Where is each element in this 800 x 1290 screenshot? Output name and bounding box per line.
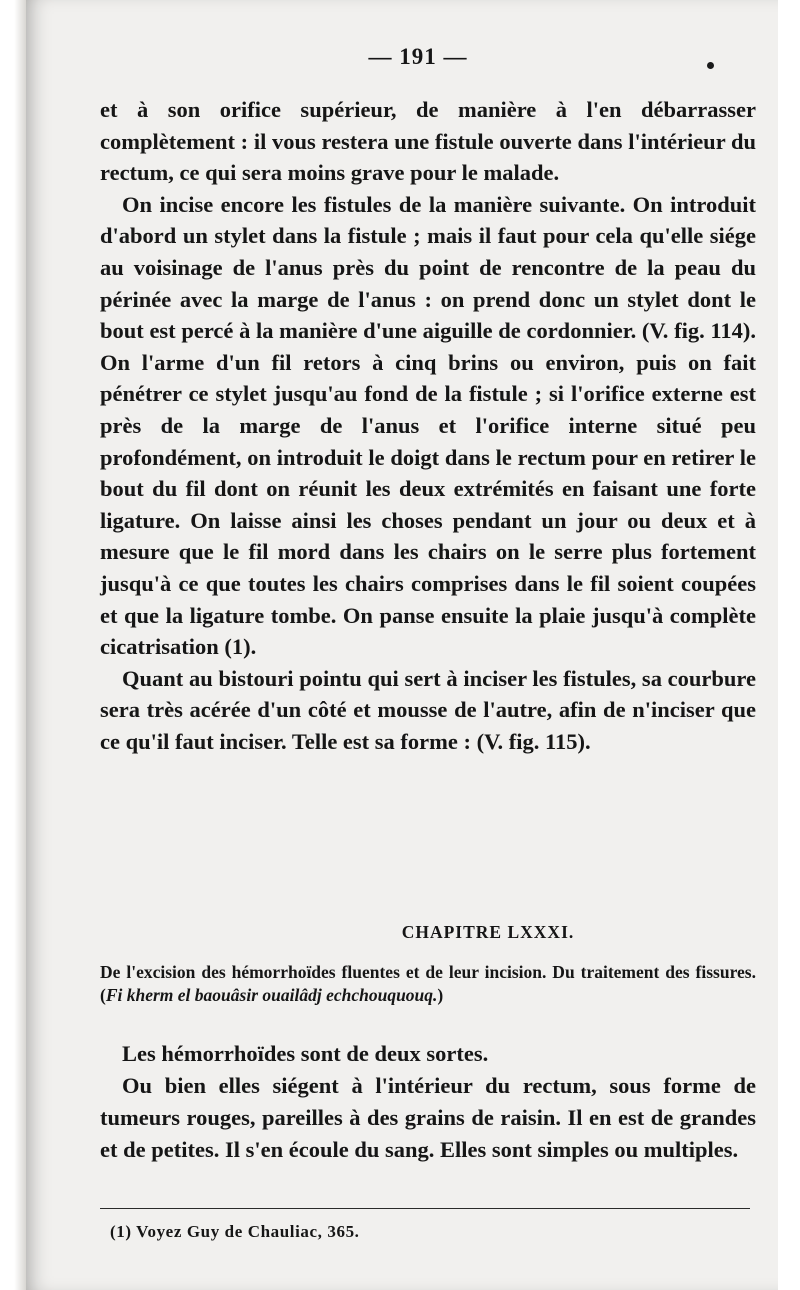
chapter-subtitle-text: De l'excision des hémorrhoïdes fluentes et de leur incision. Du traitement des fissures. ( [100, 962, 756, 1005]
main-text [100, 94, 756, 757]
chapter-subtitle [100, 961, 756, 1007]
chapter-subtitle-close: ) [437, 985, 444, 1005]
paragraph-bistouri: Quant au bistouri pointu qui sert à inciser les fistules, sa courbure sera très acérée d'un côté et mousse de l'autre, afin de n'inciser que ce qu'il faut inciser. Telle est sa forme : (V. fig. 115). [100, 665, 756, 754]
chapter-text [100, 1038, 756, 1166]
paragraph-continuation: et à son orifice supérieur, de manière à l'en débarrasser complètement : il vous restera une fistule ouverte dans l'intérieur du rectum, ce qui sera moins grave pour le malade. [100, 97, 756, 186]
chapter-subtitle-arabic: Fi kherm el baouâsir ouailâdj echchouquouq. [105, 985, 438, 1005]
footnote-divider [100, 1208, 750, 1209]
scan-left-margin [0, 0, 26, 1290]
paragraph-fistula-incision: On incise encore les fistules de la manière suivante. On introduit d'abord un stylet dans la fistule ; mais il faut pour cela qu'elle siége au voisinage de l'anus près du point de rencontre de la peau du périnée avec la marge de l'anus : on prend donc un stylet dont le bout est percé à la manière d'une aiguille de cordonnier. (V. fig. 114). On l'arme d'un fil retors à cinq brins ou environ, puis on fait pénétrer ce stylet jusqu'au fond de la fistule ; si l'orifice externe est près de la marge de l'anus et l'orifice interne situé peu profondément, on introduit le doigt dans le rectum pour en retirer le bout du fil dont on réunit les deux extrémités en faisant une forte ligature. On laisse ainsi les choses pendant un jour ou deux et à mesure que le fil mord dans les chairs on le serre plus fortement jusqu'à ce que toutes les chairs comprises dans le fil soient coupées et que la ligature tombe. On panse ensuite la plaie jusqu'à complète cicatrisation (1). [100, 191, 756, 660]
chapter-heading: CHAPITRE LXXXI. [401, 922, 575, 942]
paragraph-hemorrhoids-types: Les hémorrhoïdes sont de deux sortes. [122, 1041, 489, 1066]
page-number: — 191 — [368, 44, 468, 69]
footnote: (1) Voyez Guy de Chauliac, 365. [110, 1222, 360, 1241]
paragraph-hemorrhoids-description: Ou bien elles siégent à l'intérieur du rectum, sous forme de tumeurs rouges, pareilles à des grains de raisin. Il en est de grandes et de petites. Il s'en écoule du sang. Elles sont simples ou multiples. [100, 1073, 756, 1162]
ink-spot [707, 62, 714, 69]
